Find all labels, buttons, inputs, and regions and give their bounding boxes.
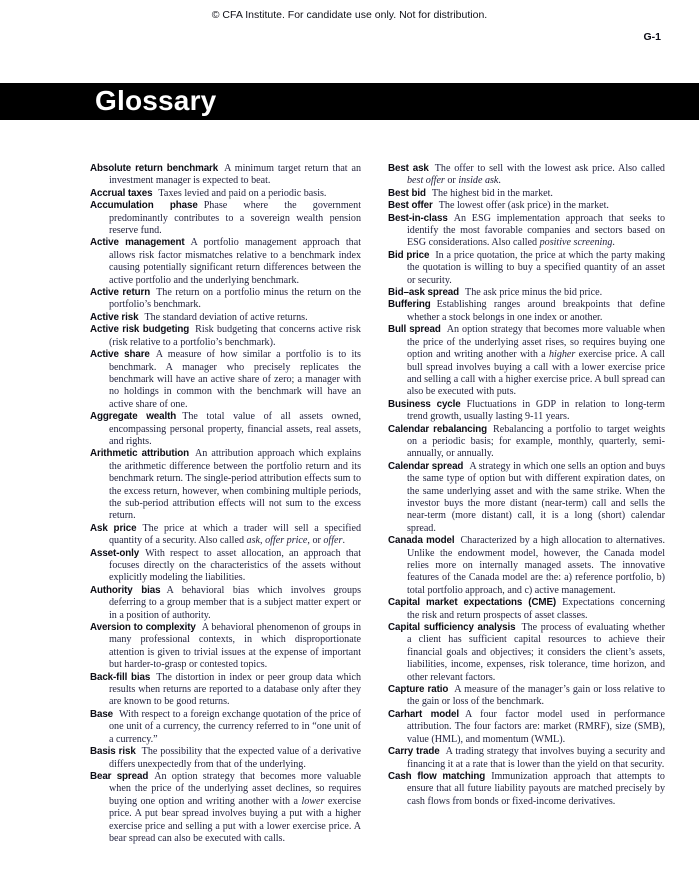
glossary-entry [90, 746, 361, 771]
glossary-term: Absolute return benchmark [90, 163, 219, 174]
glossary-entry [388, 746, 665, 771]
glossary-term: Bear spread [90, 770, 149, 782]
glossary-entry [388, 299, 665, 324]
column-left [90, 163, 361, 845]
glossary-definition: Expectations concerning the risk and return prospects of asset classes. [407, 597, 665, 621]
glossary-definition: The highest bid in the market. [431, 187, 553, 199]
glossary-entry [388, 709, 665, 746]
glossary-term: Calendar rebalancing [388, 423, 488, 435]
glossary-entry [90, 709, 361, 746]
glossary-term: Authority bias [90, 584, 161, 596]
glossary-definition: Fluctuations in GDP in relation to long-term trend growth, usually lasting 9-11 years. [407, 398, 665, 423]
glossary-term: Bid–ask spread [388, 287, 460, 299]
glossary-entry [388, 622, 665, 684]
glossary-term: Back-fill bias [90, 671, 151, 683]
glossary-definition: With respect to asset allocation, an approach that focuses directly on the characteristics of the assets without explicitly modeling the liabilities. [109, 547, 361, 584]
glossary-entry [388, 771, 665, 808]
glossary-entry [90, 349, 361, 411]
glossary-definition: The distortion in index or peer group data which results when returns are reported to a database only after they are known to be good returns. [109, 671, 361, 708]
glossary-term: Best ask [388, 163, 429, 174]
glossary-entry [90, 771, 361, 845]
glossary-term: Arithmetic attribution [90, 448, 189, 460]
glossary-entry [388, 684, 665, 709]
glossary-entry [90, 163, 361, 188]
glossary-definition: The ask price minus the bid price. [465, 287, 603, 299]
glossary-definition: A strategy in which one sells an option and buys the same type of option but with different expiration dates, on the same underlying asset and with the same strike. When the investor buys the more distant (near-term) call and sells the near-term (more distant) call, it is a long (short) calendar spread. [407, 460, 665, 534]
glossary-term: Active risk budgeting [90, 324, 190, 336]
glossary-term: Accrual taxes [90, 187, 153, 199]
glossary-term: Asset-only [90, 547, 140, 559]
glossary-definition: Risk budgeting that concerns active risk (risk relative to a portfolio’s benchmark). [109, 324, 361, 348]
glossary-term: Active risk [90, 311, 139, 323]
glossary-definition: An option strategy that becomes more valuable when the price of the underlying asset declines, so requires buying one option and writing another with a lower exercise price. A put bear spread involves buying a put with a higher exercise price and selling a put with a lower exercise price. A bear spread can also be executed with calls. [109, 770, 361, 844]
glossary-entry [90, 188, 361, 200]
glossary-definition: A four factor model used in performance attribution. The four factors are: market (RMRF), size (SMB), value (HML), and momentum (WML). [407, 708, 665, 745]
glossary-definition: The return on a portfolio minus the return on the portfolio’s benchmark. [109, 287, 361, 311]
glossary-definition: A minimum target return that an investment manager is expected to beat. [109, 163, 361, 187]
glossary-entry [90, 448, 361, 522]
glossary-term: Best offer [388, 200, 433, 212]
glossary-entry [388, 324, 665, 398]
glossary-definition: A trading strategy that involves buying a security and financing it at a rate that is lower than the yield on that security. [407, 746, 665, 770]
glossary-entry [388, 213, 665, 250]
glossary-term: Carry trade [388, 746, 440, 758]
glossary-term: Best-in-class [388, 212, 448, 224]
glossary-term: Active return [90, 287, 151, 299]
glossary-entry [90, 200, 361, 237]
glossary-entry [90, 548, 361, 585]
glossary-term: Calendar spread [388, 460, 464, 472]
glossary-definition: In a price quotation, the price at which the party making the quotation is willing to buy a specified quantity of an asset or security. [407, 249, 665, 286]
glossary-term: Best bid [388, 187, 426, 199]
glossary-term: Carhart model [388, 708, 459, 720]
glossary-entry [90, 324, 361, 349]
glossary-definition: The price at which a trader will sell a specified quantity of a security. Also called ask, offer price, or offer. [109, 522, 361, 547]
glossary-term: Capital sufficiency analysis [388, 622, 516, 634]
column-right [388, 163, 665, 845]
glossary-definition: A behavioral phenomenon of groups in many professional contexts, in which disproportionate attention is given to trivial issues at the expense of important but harder-to-grasp or contested topics. [109, 622, 362, 671]
page-number: G-1 [643, 31, 661, 43]
glossary-entry [388, 287, 665, 299]
glossary-entry [388, 188, 665, 200]
glossary-definition: Taxes levied and paid on a periodic basis. [158, 187, 327, 199]
glossary-definition: With respect to a foreign exchange quotation of the price of one unit of a currency, the currency referred to in “one unit of a currency.” [109, 708, 361, 745]
glossary-definition: An attribution approach which explains the arithmetic difference between the portfolio return and its benchmark return. The single-period attribution effects sum to the excess return, however, when combining multiple periods, the sub-period attribution effects will not sum to the excess return. [109, 448, 361, 522]
glossary-definition: An ESG implementation approach that seeks to identify the most favorable companies and sectors based on ESG considerations. Also called positive screening. [407, 212, 665, 249]
glossary-definition: The lowest offer (ask price) in the market. [438, 200, 609, 212]
glossary-term: Bull spread [388, 324, 441, 336]
copyright-notice: © CFA Institute. For candidate use only. Not for distribution. [211, 9, 488, 21]
glossary-entry [388, 163, 665, 188]
glossary-entry [90, 585, 361, 622]
glossary-term: Accumulation phase [90, 200, 198, 212]
glossary-entry [90, 523, 361, 548]
glossary-entry [90, 287, 361, 312]
glossary-entry [388, 535, 665, 597]
glossary-definition: The process of evaluating whether a client has sufficient capital resources to achieve their financial goals and objectives; it considers the client’s assets, liabilities, income, expenses, risk tolerance, time horizon, and other relevant factors. [407, 622, 665, 683]
glossary-term: Active management [90, 237, 185, 249]
glossary-entry [388, 424, 665, 461]
glossary-definition: An option strategy that becomes more valuable when the price of the underlying asset rises, so requires buying one option and writing another with a higher exercise price. A call bull spread involves buying a call with a lower exercise price and selling a call with a higher exercise price. A bull spread can also be executed with puts. [407, 324, 665, 398]
glossary-entry [388, 250, 665, 287]
glossary-columns [90, 163, 665, 845]
glossary-banner [0, 83, 699, 120]
glossary-term: Ask price [90, 522, 137, 534]
glossary-entry [90, 411, 361, 448]
glossary-definition: Phase where the government predominantly contributes to a sovereign wealth pension reserve fund. [109, 200, 361, 237]
glossary-definition: The total value of all assets owned, encompassing personal property, financial assets, real assets, and rights. [109, 411, 361, 447]
glossary-definition: Establishing ranges around breakpoints that define whether a stock belongs in one index or another. [407, 299, 665, 323]
glossary-term: Capture ratio [388, 684, 449, 696]
glossary-entry [90, 312, 361, 324]
glossary-definition: A measure of how similar a portfolio is to its benchmark. A manager who precisely replicates the benchmark will have an active share of zero; a manager with no holdings in common with the benchmark will have an active share of one. [109, 349, 361, 410]
glossary-term: Business cycle [388, 398, 461, 410]
glossary-definition: Rebalancing a portfolio to target weights on a periodic basis; for example, monthly, quarterly, semi-annually, or annually. [407, 423, 665, 460]
glossary-term: Aversion to complexity [90, 622, 196, 634]
glossary-term: Basis risk [90, 746, 136, 758]
glossary-term: Canada model [388, 535, 455, 547]
glossary-term: Cash flow matching [388, 770, 486, 782]
glossary-term: Capital market expectations (CME) [388, 597, 557, 609]
glossary-term: Bid price [388, 249, 430, 261]
glossary-term: Aggregate wealth [90, 411, 177, 423]
glossary-definition: Characterized by a high allocation to alternatives. Unlike the endowment model, however, the Canada model relies more on internally managed assets. The innovative features of the Canada model are the: a) reference portfolio, b) total portfolio approach, and c) active management. [407, 535, 665, 596]
glossary-entry [388, 200, 665, 212]
glossary-definition: Immunization approach that attempts to ensure that all future liability payouts are matched precisely by cash flows from bonds or fixed-income derivatives. [407, 770, 665, 807]
glossary-entry [388, 597, 665, 622]
glossary-entry [90, 622, 361, 672]
glossary-entry [388, 461, 665, 535]
glossary-definition: A behavioral bias which involves groups deferring to a group member that is a subject matter expert or in a position of authority. [109, 584, 361, 621]
glossary-entry [90, 237, 361, 287]
glossary-definition: A measure of the manager’s gain or loss relative to the gain or loss of the benchmark. [407, 684, 665, 708]
glossary-entry [90, 672, 361, 709]
glossary-definition: The offer to sell with the lowest ask price. Also called best offer or inside ask. [407, 163, 665, 187]
glossary-definition: A portfolio management approach that allows risk factor mismatches relative to a benchmark index causing potentially significant return differences between the active portfolio and the underlying benchmark. [109, 237, 362, 286]
glossary-definition: The standard deviation of active returns. [144, 311, 308, 323]
glossary-definition: The possibility that the expected value of a derivative differs unexpectedly from that of the underlying. [109, 746, 361, 770]
glossary-term: Base [90, 708, 114, 720]
page-title: Glossary [95, 85, 217, 116]
glossary-entry [388, 399, 665, 424]
glossary-term: Buffering [388, 299, 431, 311]
glossary-term: Active share [90, 349, 150, 361]
